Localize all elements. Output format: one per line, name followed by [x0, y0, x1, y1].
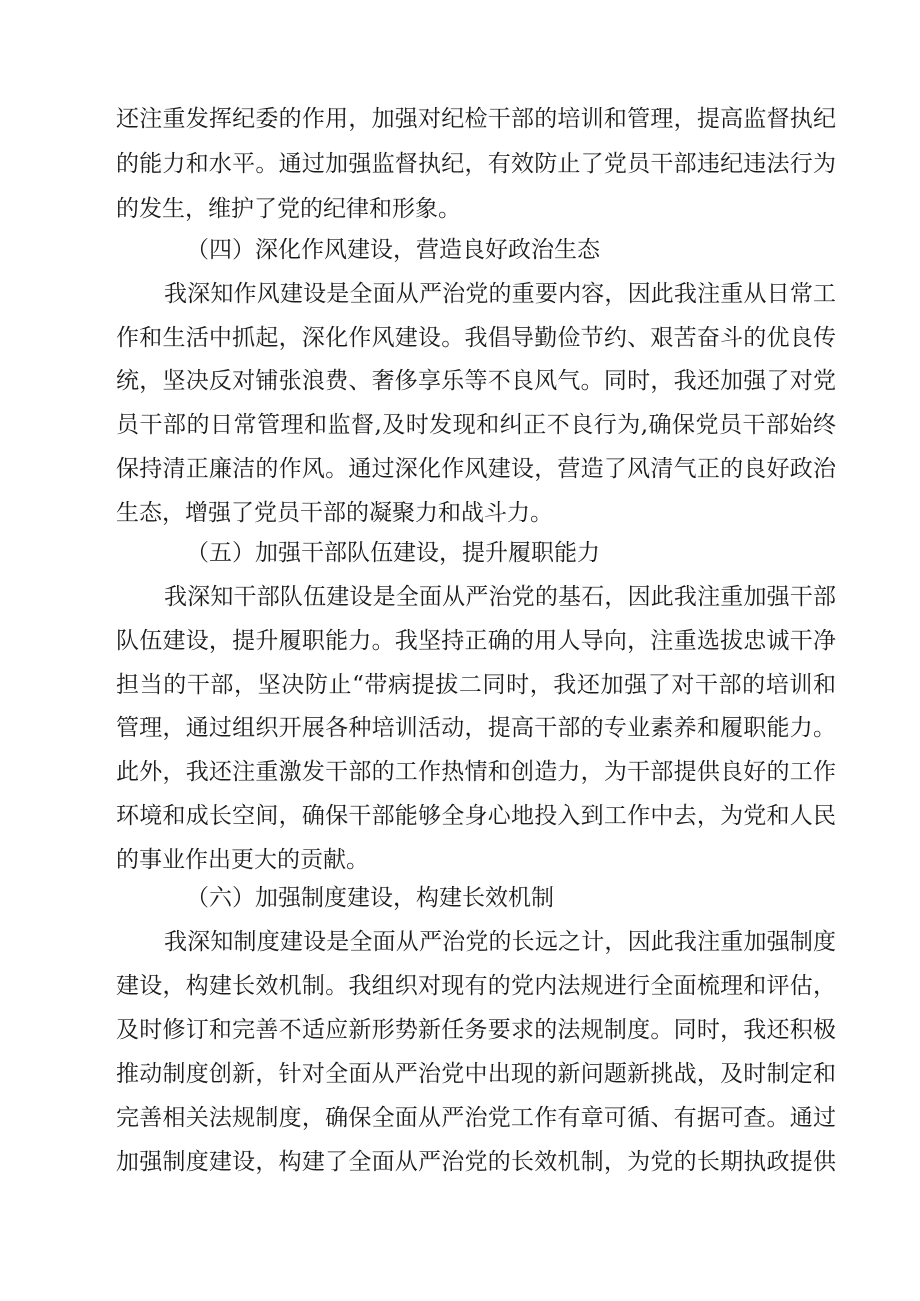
paragraph-line: 加强制度建设，构建了全面从严治党的长效机制，为党的长期执政提供 — [116, 1149, 836, 1175]
paragraph-line: 的能力和水平。通过加强监督执纪，有效防止了党员干部违纪违法行为 — [116, 151, 836, 177]
paragraph-line: 的事业作出更大的贡献。 — [116, 847, 369, 873]
paragraph-line: 此外，我还注重激发干部的工作热情和创造力，为干部提供良好的工作 — [116, 759, 836, 785]
section-heading-4: （四）深化作风建设，营造良好政治生态 — [186, 237, 600, 263]
paragraph-line: 建设，构建长效机制。我组织对现有的党内法规进行全面梳理和评估， — [116, 973, 836, 999]
paragraph-line: 我深知作风建设是全面从严治党的重要内容，因此我注重从日常工 — [164, 281, 836, 307]
paragraph-line: 及时修订和完善不适应新形势新任务要求的法规制度。同时，我还积极 — [116, 1017, 836, 1043]
paragraph-line: 员干部的日常管理和监督,及时发现和纠正不良行为,确保党员干部始终 — [116, 412, 836, 438]
paragraph-line: 担当的干部，坚决防止“带病提拔二同时，我还加强了对干部的培训和 — [116, 672, 836, 698]
paragraph-line: 统，坚决反对铺张浪费、奢侈享乐等不良风气。同时，我还加强了对党 — [116, 368, 836, 394]
paragraph-line: 环境和成长空间，确保干部能够全身心地投入到工作中去，为党和人民 — [116, 803, 836, 829]
paragraph-line: 我深知干部队伍建设是全面从严治党的基石，因此我注重加强干部 — [164, 584, 836, 610]
paragraph-line: 管理，通过组织开展各种培训活动，提高干部的专业素养和履职能力。 — [116, 715, 836, 741]
paragraph-line: 推动制度创新，针对全面从严治党中出现的新问题新挑战，及时制定和 — [116, 1061, 836, 1087]
section-heading-5: （五）加强干部队伍建设，提升履职能力 — [186, 540, 600, 566]
paragraph-line: 队伍建设，提升履职能力。我坚持正确的用人导向，注重选拔忠诚干净 — [116, 628, 836, 654]
paragraph-line: 保持清正廉洁的作风。通过深化作风建设，营造了风清气正的良好政治 — [116, 456, 836, 482]
section-heading-6: （六）加强制度建设，构建长效机制 — [186, 885, 554, 911]
paragraph-line: 还注重发挥纪委的作用，加强对纪检干部的培训和管理，提高监督执纪 — [116, 106, 836, 132]
paragraph-line: 的发生，维护了党的纪律和形象。 — [116, 196, 461, 222]
paragraph-line: 完善相关法规制度，确保全面从严治党工作有章可循、有据可查。通过 — [116, 1105, 836, 1131]
paragraph-line: 我深知制度建设是全面从严治党的长远之计，因此我注重加强制度 — [164, 929, 836, 955]
paragraph-line: 作和生活中抓起，深化作风建设。我倡导勤俭节约、艰苦奋斗的优良传 — [116, 325, 836, 351]
paragraph-line: 生态，增强了党员干部的凝聚力和战斗力。 — [116, 500, 553, 526]
